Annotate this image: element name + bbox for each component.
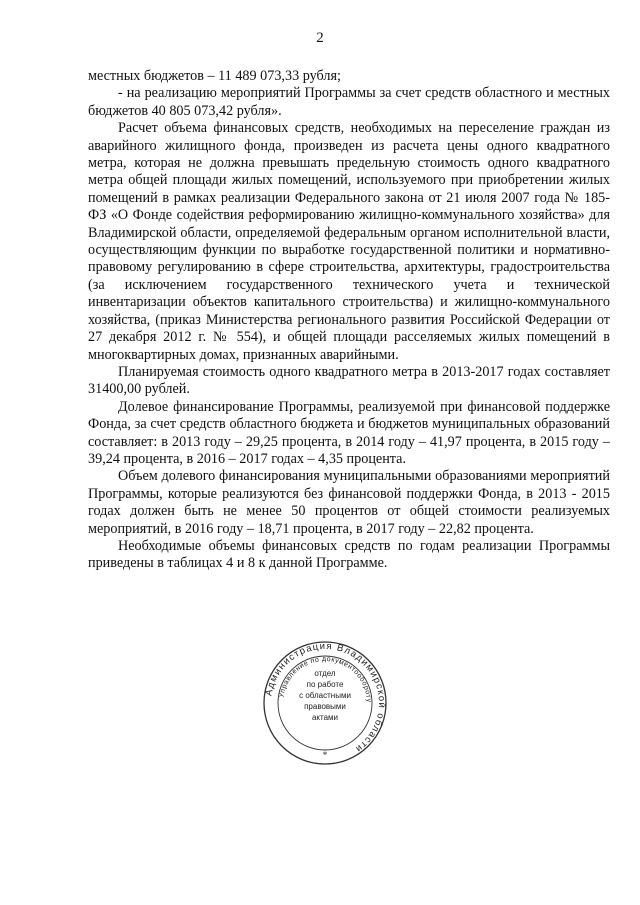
stamp-line: отдел bbox=[314, 669, 336, 678]
paragraph-6: Объем долевого финансирования муниципальными образованиями мероприятий Программы, которые реализуются без финансовой поддержки Фонда, в 2013 - 2015 годах должен быть не менее 50 процентов от общей стоимости реализуемых мероприятий, в 2016 году – 18,71 процента, в 2017 году – 22,82 процента. bbox=[88, 468, 610, 537]
page-number: 2 bbox=[316, 30, 324, 46]
stamp-inner-arc-text: Управление по документообороту bbox=[278, 655, 373, 703]
stamp-line: с областными bbox=[299, 691, 351, 700]
document-body bbox=[88, 68, 610, 573]
stamp-line: по работе bbox=[306, 680, 344, 689]
stamp-star: * bbox=[322, 750, 328, 760]
stamp-line: правовыми bbox=[304, 702, 346, 711]
paragraph-4: Планируемая стоимость одного квадратного метра в 2013-2017 годах составляет 31400,00 рублей. bbox=[88, 363, 610, 398]
paragraph-5: Долевое финансирование Программы, реализуемой при финансовой поддержке Фонда, за счет средств областного бюджета и бюджетов муниципальных образований составляет: в 2013 году – 29,25 процента, в 2014 году – 41,97 процента, в 2015 году – 39,24 процента, в 2016 – 2017 годах – 4,35 процента. bbox=[88, 398, 610, 467]
paragraph-1: местных бюджетов – 11 489 073,33 рубля; bbox=[88, 68, 341, 84]
paragraph-2: - на реализацию мероприятий Программы за счет средств областного и местных бюджетов 40 805 073,42 рубля». bbox=[88, 85, 610, 119]
stamp-center-text bbox=[288, 668, 362, 723]
paragraph-3: Расчет объема финансовых средств, необходимых на переселение граждан из аварийного жилищного фонда, произведен из расчета цены одного квадратного метра, которая не должна превышать предельную стоимость одного квадратного метра общей площади жилых помещений, используемого при приобретении жилых помещений в рамках реализации Федерального закона от 21 июля 2007 года № 185-ФЗ «О Фонде содействия реформированию жилищно-коммунального хозяйства» для Владимирской области, определяемой федеральным органом исполнительной власти, осуществляющим функции по выработке государственной политики и нормативно-правовому регулированию в сфере строительства, архитектуры, градостроительства (за исключением государственного технического учета и технической инвентаризации объектов капитального строительства) и жилищно-коммунального хозяйства, (приказ Министерства регионального развития Российской Федерации от 27 декабря 2012 г. № 554), и общей площади расселяемых жилых помещений в многоквартирных домах, признанных аварийными. bbox=[88, 120, 610, 363]
stamp-ring-text: Администрация Владимирской области bbox=[263, 640, 388, 755]
paragraph-7: Необходимые объемы финансовых средств по годам реализации Программы приведены в таблицах 4 и 8 к данной Программе. bbox=[88, 537, 610, 572]
official-stamp bbox=[262, 640, 388, 766]
stamp-line: актами bbox=[311, 713, 339, 722]
